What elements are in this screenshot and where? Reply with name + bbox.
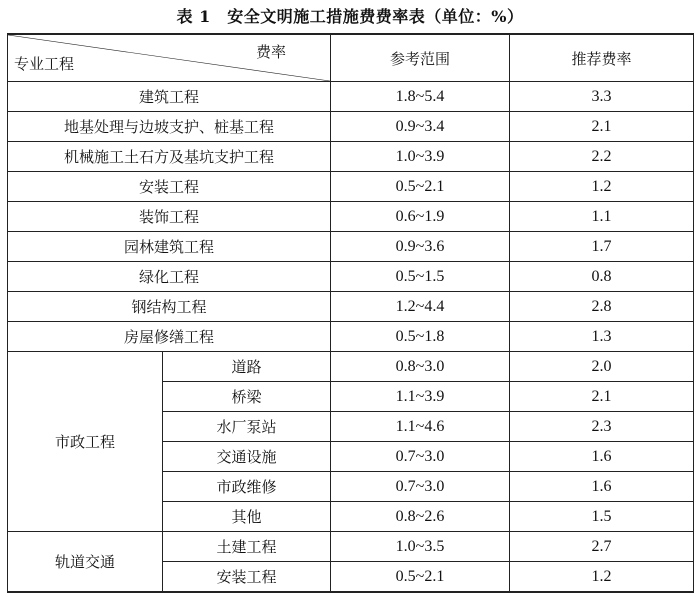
row-recommended-rate: 1.7 — [510, 232, 694, 262]
sub-project-name: 交通设施 — [163, 442, 331, 472]
row-range: 1.2~4.4 — [331, 292, 510, 322]
row-range: 0.9~3.4 — [331, 112, 510, 142]
row-recommended-rate: 1.5 — [510, 502, 694, 532]
row-range: 1.1~4.6 — [331, 412, 510, 442]
row-project-name: 绿化工程 — [8, 262, 331, 292]
row-recommended-rate: 2.3 — [510, 412, 694, 442]
table-row — [8, 112, 694, 142]
row-project-name: 建筑工程 — [8, 82, 331, 112]
sub-project-name: 市政维修 — [163, 472, 331, 502]
row-recommended-rate: 2.1 — [510, 382, 694, 412]
row-range: 0.7~3.0 — [331, 472, 510, 502]
row-range: 0.5~2.1 — [331, 172, 510, 202]
table-row — [8, 322, 694, 352]
table-row — [8, 82, 694, 112]
row-recommended-rate: 1.1 — [510, 202, 694, 232]
table-row — [8, 202, 694, 232]
row-recommended-rate: 1.6 — [510, 472, 694, 502]
row-range: 0.5~1.8 — [331, 322, 510, 352]
diagonal-header-cell — [8, 34, 331, 82]
row-range: 0.8~3.0 — [331, 352, 510, 382]
row-recommended-rate: 1.6 — [510, 442, 694, 472]
table-row — [8, 142, 694, 172]
row-range: 1.8~5.4 — [331, 82, 510, 112]
row-project-name: 钢结构工程 — [8, 292, 331, 322]
table-row — [8, 292, 694, 322]
sub-project-name: 安装工程 — [163, 562, 331, 593]
row-recommended-rate: 1.2 — [510, 172, 694, 202]
row-recommended-rate: 2.7 — [510, 532, 694, 562]
sub-project-name: 土建工程 — [163, 532, 331, 562]
row-project-name: 房屋修缮工程 — [8, 322, 331, 352]
header-range: 参考范围 — [331, 34, 510, 82]
row-range: 1.0~3.5 — [331, 532, 510, 562]
row-project-name: 地基处理与边坡支护、桩基工程 — [8, 112, 331, 142]
table-row — [8, 262, 694, 292]
table-caption: 表 1 安全文明施工措施费费率表（单位：%） — [176, 7, 524, 26]
sub-project-name: 桥梁 — [163, 382, 331, 412]
sub-project-name: 水厂泵站 — [163, 412, 331, 442]
sub-project-name: 道路 — [163, 352, 331, 382]
row-recommended-rate: 2.0 — [510, 352, 694, 382]
row-recommended-rate: 2.8 — [510, 292, 694, 322]
row-recommended-rate: 0.8 — [510, 262, 694, 292]
header-rate-label: 费率 — [255, 43, 286, 61]
row-range: 0.5~2.1 — [331, 562, 510, 593]
row-recommended-rate: 1.2 — [510, 562, 694, 593]
sub-project-name: 其他 — [163, 502, 331, 532]
table-header-row — [8, 34, 694, 82]
row-range: 0.9~3.6 — [331, 232, 510, 262]
row-range: 0.7~3.0 — [331, 442, 510, 472]
fee-rate-table — [7, 33, 694, 593]
row-recommended-rate: 1.3 — [510, 322, 694, 352]
table-row — [8, 172, 694, 202]
row-project-name: 园林建筑工程 — [8, 232, 331, 262]
row-recommended-rate: 3.3 — [510, 82, 694, 112]
row-range: 1.0~3.9 — [331, 142, 510, 172]
row-range: 0.6~1.9 — [331, 202, 510, 232]
header-specialty-label: 专业工程 — [14, 55, 75, 73]
table-row — [8, 532, 694, 562]
row-range: 0.5~1.5 — [331, 262, 510, 292]
row-range: 0.8~2.6 — [331, 502, 510, 532]
header-recommended: 推荐费率 — [510, 34, 694, 82]
row-project-name: 装饰工程 — [8, 202, 331, 232]
row-project-name: 安装工程 — [8, 172, 331, 202]
table-body — [8, 34, 694, 592]
table-row — [8, 232, 694, 262]
row-recommended-rate: 2.2 — [510, 142, 694, 172]
table-row — [8, 352, 694, 382]
row-range: 1.1~3.9 — [331, 382, 510, 412]
row-recommended-rate: 2.1 — [510, 112, 694, 142]
group-name: 市政工程 — [8, 352, 163, 532]
group-name: 轨道交通 — [8, 532, 163, 593]
row-project-name: 机械施工土石方及基坑支护工程 — [8, 142, 331, 172]
